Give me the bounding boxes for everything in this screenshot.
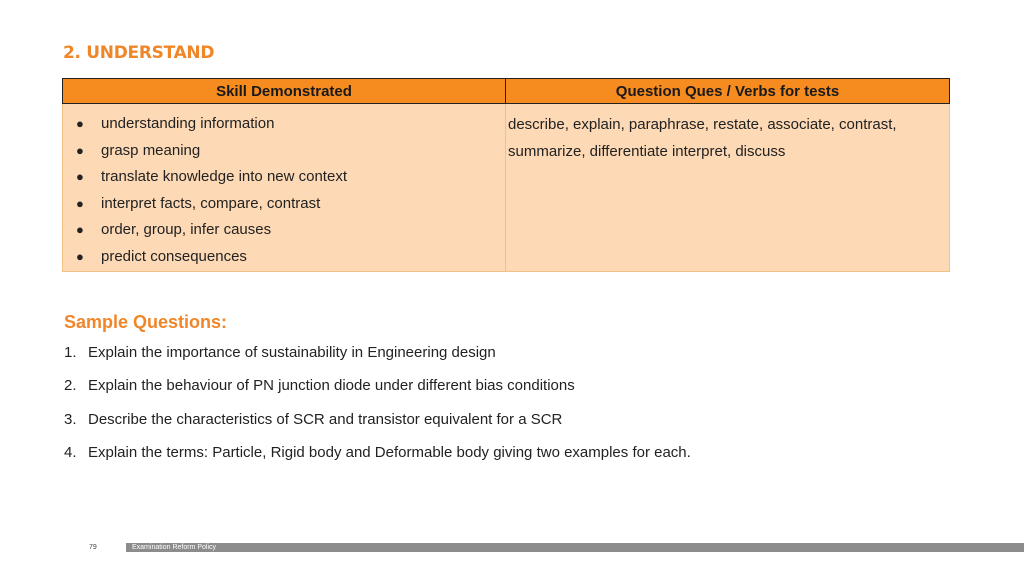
verbs-text: describe, explain, paraphrase, restate, associate, contrast, summarize, differentiate interpret, discuss xyxy=(508,116,897,160)
list-item xyxy=(64,376,691,409)
question-number: 4. xyxy=(64,443,77,461)
question-number: 2. xyxy=(64,377,77,395)
header-question-verbs: Question Ques / Verbs for tests xyxy=(506,79,950,104)
bullet-icon: ● xyxy=(76,142,84,158)
sample-questions-list xyxy=(64,343,691,476)
list-item xyxy=(64,410,691,443)
skill-text: order, group, infer causes xyxy=(101,221,272,239)
skills-table xyxy=(62,78,950,272)
bullet-icon: ● xyxy=(76,195,84,211)
footer-label: Examination Reform Policy xyxy=(132,544,217,551)
page-number: 79 xyxy=(89,544,97,551)
bullet-icon: ● xyxy=(76,116,84,131)
section-heading: 2. UNDERSTAND xyxy=(63,43,215,63)
bullet-icon: ● xyxy=(76,248,84,264)
sample-questions-title: Sample Questions: xyxy=(64,312,228,332)
list-item xyxy=(76,111,505,138)
skill-text: grasp meaning xyxy=(101,141,201,159)
skills-list xyxy=(63,104,505,271)
verbs-cell xyxy=(506,104,950,272)
question-number: 1. xyxy=(64,344,77,361)
question-text: Describe the characteristics of SCR and transistor equivalent for a SCR xyxy=(88,410,563,428)
question-text: Explain the importance of sustainability in Engineering design xyxy=(88,344,496,361)
bullet-icon: ● xyxy=(76,169,84,185)
list-item xyxy=(64,443,691,476)
skill-text: translate knowledge into new context xyxy=(101,168,347,186)
list-item xyxy=(76,164,505,191)
header-skill-demonstrated: Skill Demonstrated xyxy=(63,79,506,104)
skill-text: understanding information xyxy=(101,115,275,132)
question-text: Explain the behaviour of PN junction diode under different bias conditions xyxy=(88,377,575,395)
footer-bar xyxy=(126,543,1024,552)
question-number: 3. xyxy=(64,410,77,428)
list-item xyxy=(76,217,505,244)
bullet-icon: ● xyxy=(76,222,84,238)
list-item xyxy=(64,343,691,376)
skill-text: interpret facts, compare, contrast xyxy=(101,194,321,212)
skills-cell xyxy=(63,104,506,272)
list-item xyxy=(76,191,505,218)
question-text: Explain the terms: Particle, Rigid body and Deformable body giving two examples for each. xyxy=(88,443,691,461)
table-header-row xyxy=(63,79,950,104)
list-item xyxy=(76,138,505,165)
list-item xyxy=(76,244,505,271)
table-row xyxy=(63,104,950,272)
skill-text: predict consequences xyxy=(101,247,247,265)
